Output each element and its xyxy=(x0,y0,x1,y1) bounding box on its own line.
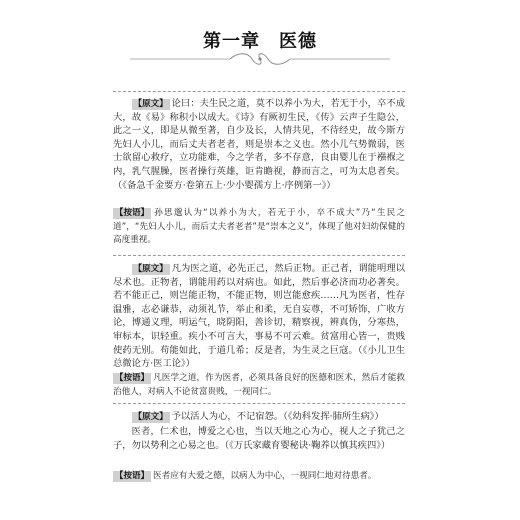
section-divider xyxy=(113,91,405,92)
yuanwen-paragraph xyxy=(113,410,405,424)
anyu-label: 【按语】 xyxy=(115,208,150,218)
yuanwen-text: 论曰：夫生民之道，莫不以养小为大，若无于小，卒不成大，故《易》称积小以成大。《诗》有厥初生民，《传》云声子生隐公，此之一义，即是从微至著，自少及长，人情共见，不待经史，故今斯方先妇人小儿，而后丈夫者老者，则是崇本之义也。然小儿气势微弱，医士欲留心救疗，立功能难，今之学者，多不存意，良由婴儿在于襁褓之内，乳气腥臊，医者操行英雄，讵肯瞻视，静而言之，可为太息者矣。（《备急千金要方·卷第五上·少小婴孺方上·序例第一》） xyxy=(113,98,405,191)
anyu-paragraph xyxy=(113,470,405,484)
yuanwen-label: 【原文】 xyxy=(133,264,168,274)
yuanwen-text: 凡为医之道，必先正己，然后正物。正己者，谓能明理以尽术也。正物者，谓能用药以对病也。如此，然后事必济而功必著矣。若不能正己，则岂能正物，不能正物，则岂能愈疾……凡为医者，性存温雅，志必谦恭，动须礼节，举止和柔，无自妄尊，不可矫饰，广收方论，博通义理，明运气，晓阴阳，善诊切，精察视，辨真伪，分寒热，审标本，识轻重。疾小不可言大，事易不可云难。贫富用心皆一，贵贱使药无别。苟能如此，于道几希；反是者，为生灵之巨寇。（《小儿卫生总微论方·医工论》） xyxy=(113,263,405,370)
anyu-paragraph xyxy=(113,372,405,399)
yuanwen-label: 【原文】 xyxy=(133,412,168,422)
yuanwen-continuation xyxy=(113,425,405,452)
yuanwen-paragraph xyxy=(113,97,405,192)
yuanwen-label: 【原文】 xyxy=(133,99,168,109)
anyu-paragraph xyxy=(113,207,405,248)
anyu-text: 医者应有大爱之德，以病人为中心，一视同仁地对待患者。 xyxy=(153,471,377,481)
anyu-text: 凡医学之道，作为医者，必须具备良好的医德和医术，然后才能救治他人，对病人不论贫富贵贱，一视同仁。 xyxy=(113,373,405,397)
yuanwen-text: 予以活人为心，不记宿怨。（《幼科发挥·肺所生病》） xyxy=(171,411,384,422)
yuanwen-paragraph xyxy=(113,262,405,371)
anyu-text: 孙思邈认为“以养小为大，若无于小，卒不成大”乃“生民之道”，“先妇人小儿，而后丈夫者老者”是“崇本之义”，体现了他对妇幼保健的高度重视。 xyxy=(113,208,405,246)
yuanwen-text: 医者，仁术也，博爱之心也，当以天地之心为心，视人之子犹己之子，勿以势利之心易之也。（《万氏家藏育婴秘诀·鞠养以慎其疾四》） xyxy=(113,426,405,451)
anyu-label: 【按语】 xyxy=(115,373,150,383)
chapter-title: 第一章 医德 xyxy=(203,31,317,52)
anyu-label: 【按语】 xyxy=(115,471,150,481)
section-divider xyxy=(113,403,405,404)
ornament-divider xyxy=(130,50,390,68)
section-divider xyxy=(113,255,405,256)
